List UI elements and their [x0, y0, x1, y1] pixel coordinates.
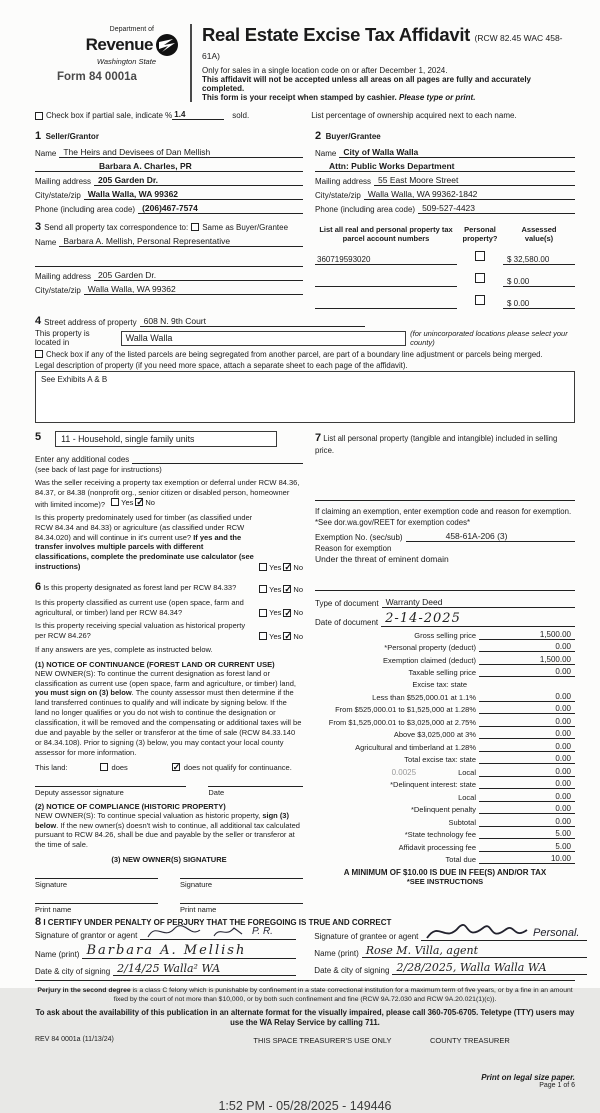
delinquent-penalty-field[interactable]: 0.00	[479, 804, 575, 814]
buyer-name2-field[interactable]: Attn: Public Works Department	[315, 161, 575, 172]
treasurer-space-label: THIS SPACE TREASURER'S USE ONLY	[253, 1035, 392, 1045]
buyer-section	[315, 126, 575, 214]
subtotal-field[interactable]: 0.00	[479, 817, 575, 827]
q2-yes-checkbox[interactable]	[259, 563, 267, 571]
reason-exemption-line[interactable]	[315, 590, 575, 591]
subtitle-1: Only for sales in a single location code on or after December 1, 2024.	[202, 66, 448, 75]
total-due-field[interactable]: 10.00	[479, 854, 575, 864]
subtitle-3: This form is your receipt when stamped by cashier.	[202, 93, 399, 102]
deputy-assessor-row	[35, 786, 303, 797]
form-title: Real Estate Excise Tax Affidavit	[202, 24, 471, 45]
located-in-field[interactable]: Walla Walla	[121, 331, 407, 346]
notice1-title: (1) NOTICE OF CONTINUANCE (FOREST LAND OR CURRENT USE)	[35, 659, 275, 669]
tier3-field[interactable]: 0.00	[479, 717, 575, 727]
gross-selling-price-field[interactable]: 1,500.00	[479, 630, 575, 640]
section7-number: 7	[315, 432, 322, 444]
seller-city-label: City/state/zip	[35, 191, 81, 200]
grantor-name-field[interactable]: Barbara A. Mellish	[82, 943, 296, 959]
personal-property-checkbox[interactable]	[475, 251, 485, 261]
additional-codes-field[interactable]	[132, 454, 303, 464]
dor-swirl-logo-icon	[154, 33, 180, 57]
q1-yes-checkbox[interactable]	[111, 498, 119, 506]
see-instructions-note: *SEE INSTRUCTIONS	[406, 877, 484, 887]
seller-phone-label: Phone (including area code)	[35, 205, 136, 214]
parcel-row	[315, 291, 575, 309]
seller-mailing-label: Mailing address	[35, 177, 92, 186]
revenue-wordmark: Revenue	[85, 35, 153, 54]
buyer-name-label: Name	[315, 149, 337, 158]
subtitle-3-italic: Please type or print.	[398, 93, 476, 102]
grantor-date-field[interactable]: 2/14/25 Walla² WA	[113, 962, 296, 976]
section2-number: 2	[315, 130, 322, 142]
corr-mailing-label: Mailing address	[35, 272, 92, 281]
grantee-name-field[interactable]: Rose M. Villa, agent	[362, 944, 588, 958]
buyer-phone-field[interactable]: 509-527-4423	[418, 203, 575, 214]
form-header	[35, 24, 575, 102]
street-address-label: Street address of property	[44, 318, 137, 327]
legal-description-label: Legal description of property (if you need more space, attach a separate sheet to each page of the affidavit).	[35, 361, 408, 370]
does-checkbox[interactable]	[100, 763, 108, 771]
corr-city-label: City/state/zip	[35, 286, 81, 295]
corr-blank-field[interactable]	[35, 257, 303, 267]
parcel-number-field[interactable]	[315, 299, 457, 309]
deputy-signature-line[interactable]: Deputy assessor signature	[35, 786, 186, 797]
partial-sale-checkbox[interactable]	[35, 112, 43, 120]
currentuse-no-checkbox[interactable]	[283, 609, 291, 617]
certification-section	[35, 916, 580, 977]
taxable-selling-price-field[interactable]: 0.00	[479, 667, 575, 677]
see-back-note: (see back of last page for instructions)	[35, 465, 162, 474]
legal-description-field[interactable]: See Exhibits A & B	[35, 371, 575, 423]
grantee-signature-field[interactable]	[421, 927, 587, 941]
print-legal-note: Print on legal size paper.	[481, 1072, 575, 1082]
rev-number: REV 84 0001a (11/13/24)	[35, 1035, 114, 1043]
parcel-col2-header: Personal	[464, 225, 496, 234]
buyer-name-field[interactable]: City of Walla Walla	[339, 147, 575, 158]
land-use-code-field[interactable]: 11 - Household, single family units	[55, 431, 277, 447]
section5-q2: Is this property predominately used for timber (as classified under RCW 84.34 and 84.33) or agriculture (as classified under RCW 84.34.020) and will continue in it's current use? If yes and the transfer involves multiple parcels with different classifications, complete the predominate use calculator (see instructions) Yes ✓ No	[35, 509, 303, 572]
excise-tax-state-header: Excise tax: state	[412, 680, 467, 690]
delinquent-interest-local-field[interactable]: 0.00	[479, 792, 575, 802]
historic-yes-checkbox[interactable]	[259, 632, 267, 640]
local-tax-field[interactable]: 0.00	[479, 767, 575, 777]
dor-logo-block	[35, 24, 180, 102]
grantee-name-label: Name (print)	[314, 949, 359, 959]
washington-state-label: Washington State	[96, 57, 156, 66]
grantee-date-label: Date & city of signing	[314, 966, 390, 976]
grantor-signature-field[interactable]	[140, 926, 296, 940]
exemption-no-field[interactable]: 458-61A-206 (3)	[406, 531, 575, 542]
segregated-checkbox[interactable]	[35, 350, 43, 358]
exemption-claimed-field[interactable]: 1,500.00	[479, 655, 575, 665]
partial-sale-sold-label: sold.	[232, 111, 250, 120]
personal-property-list-field[interactable]	[315, 491, 575, 501]
correspondence-section	[35, 221, 303, 309]
assessed-value-field[interactable]: $ 0.00	[503, 299, 575, 309]
parcels-section: List all real and personal property tax parcel account numbers Personal property? Assessed value(s) 360719593020 $ 32,580.00 $ 0.00 $ 0.00	[315, 221, 575, 309]
partial-sale-label: Check box if partial sale, indicate %	[46, 111, 173, 120]
section7: 7 List all personal property (tangible and intangible) included in selling price. If claiming an exemption, enter exemption code and reason for exemption. *See dor.wa.gov/REET for exemption codes* Exemption No. (sec/sub) 458-61A-206 (3) Reason for exemption Under the threat of eminent domain Type of document Warranty Deed Date of document 2-14-2025 Gross selling price 1,500.00 *Personal property (deduct) 0.00 Exemption claimed (deduct) 1,500.00 Taxable selling price 0.00 Excise tax: state Less than $525,000.01 at 1.1% 0.00 From $525,000.01 to $1,525,000 at 1.28% 0.00 From $1,525,000.01 to $3,025,000 at 2.75% 0.00 Above $3,025,000 at 3% 0.00 Agricultural and timberland at 1.28% 0.00 Total excise tax: state 0.00 0.0025 Local 0.00 *Delinquent interest: state 0.00 Local 0.00 *Delinquent penalty 0.00 Subtotal 0.00 *State technology fee 5.00 Affidavit processing fee 5.00 Total due 10.00 A MINIMUM OF $10.00 IS DUE IN FEE(S) AND/OR TAX *SEE INSTRUCTIONS	[315, 431, 575, 914]
minimum-due-note: A MINIMUM OF $10.00 IS DUE IN FEE(S) AND/OR TAX	[343, 868, 547, 878]
owner-signature-row	[35, 878, 303, 889]
notice2-body: NEW OWNER(S): To continue special valuation as historic property, sign (3) below. If the new owner(s) doesn't wish to continue, all additional tax calculated pursuant to RCW 84.26, shall be due and payable by the seller or transferor at the time of sale.	[35, 810, 300, 850]
parcel-col1-header: List all real and personal property tax parcel account numbers	[319, 225, 453, 243]
q1-no-checkbox[interactable]	[135, 498, 143, 506]
state-tech-fee-field[interactable]: 5.00	[479, 829, 575, 839]
land-qualify-row: This land: does ✓ does not qualify for continuance.	[35, 763, 303, 772]
seller-phone-field[interactable]: (206)467-7574	[138, 203, 303, 214]
this-land-label: This land:	[35, 762, 68, 772]
buyer-mailing-label: Mailing address	[315, 177, 372, 186]
parcel-col3-header: Assessed value(s)	[521, 225, 557, 243]
section6-q2: Is this property classified as current use (open space, farm and agricultural, or timber) land per RCW 84.34? Yes ✓ No	[35, 594, 303, 618]
located-in-note: (for unincorporated locations please select your county)	[410, 329, 568, 347]
svg-text:P. R.: P. R.	[252, 926, 274, 938]
section3-number: 3	[35, 221, 42, 233]
doc-type-label: Type of document	[315, 599, 379, 609]
forest-no-checkbox[interactable]	[283, 585, 291, 593]
grantee-date-field[interactable]: 2/28/2025, Walla Walla WA	[392, 961, 587, 975]
notice2-title: (2) NOTICE OF COMPLIANCE (HISTORIC PROPERTY)	[35, 801, 226, 811]
located-in-label: This property is located in	[35, 329, 90, 347]
grantor-signature-label: Signature of grantor or agent	[35, 931, 138, 941]
deputy-date-line[interactable]: Date	[208, 786, 303, 797]
owner-signature-line[interactable]: Signature	[180, 878, 303, 889]
additional-codes-label: Enter any additional codes	[35, 455, 130, 464]
buyer-city-field[interactable]: Walla Walla, WA 99362-1842	[364, 189, 575, 200]
grantee-signature-icon	[425, 924, 585, 942]
parcel-row	[315, 269, 575, 287]
seller-name-label: Name	[35, 149, 57, 158]
seller-name2-field[interactable]: Barbara A. Charles, PR	[35, 161, 303, 172]
forest-yes-checkbox[interactable]	[259, 585, 267, 593]
section4-number: 4	[35, 315, 42, 327]
reason-exemption-label: Reason for exemption	[315, 544, 392, 554]
same-as-buyer-label: Same as Buyer/Grantee	[202, 222, 289, 232]
agricultural-field[interactable]: 0.00	[479, 742, 575, 752]
owner-printname-line[interactable]: Print name	[35, 903, 158, 914]
same-as-buyer-checkbox[interactable]	[191, 223, 199, 231]
corr-name-field[interactable]: Barbara A. Mellish, Personal Representative	[59, 236, 303, 247]
section1-number: 1	[35, 130, 42, 142]
parcel-number-field[interactable]	[315, 277, 457, 287]
affidavit-fee-field[interactable]: 5.00	[479, 842, 575, 852]
owner-signature-line[interactable]: Signature	[35, 878, 158, 889]
assessed-value-field[interactable]: $ 0.00	[503, 277, 575, 287]
buyer-mailing-field[interactable]: 55 East Moore Street	[374, 175, 575, 186]
total-excise-state-field[interactable]: 0.00	[479, 754, 575, 764]
alternate-format-note: To ask about the availability of this publication in an alternate format for the visually impaired, please call 360-705-6705. Teletype (TTY) users may use the WA Relay Service by calling 711.	[35, 1007, 575, 1027]
personal-property-checkbox[interactable]	[475, 273, 485, 283]
certify-statement: I CERTIFY UNDER PENALTY OF PERJURY THAT THE FOREGOING IS TRUE AND CORRECT	[43, 918, 392, 928]
dept-of-label: Department of	[109, 26, 154, 33]
doc-date-field[interactable]: 2-14-2025	[381, 611, 575, 627]
buyer-city-label: City/state/zip	[315, 191, 361, 200]
section1-title: Seller/Grantor	[45, 132, 99, 141]
section2-title: Buyer/Grantee	[325, 132, 381, 141]
svg-text:Personal.: Personal.	[533, 927, 580, 940]
doc-type-field[interactable]: Warranty Deed	[382, 597, 575, 608]
tier1-field[interactable]: 0.00	[479, 692, 575, 702]
grantor-name-label: Name (print)	[35, 950, 80, 960]
parcel-number-field[interactable]: 360719593020	[315, 255, 457, 265]
property-section	[35, 315, 575, 423]
section6-q3: Is this property receiving special valuation as historical property per RCW 84.26? Yes ✓ No	[35, 617, 303, 641]
personal-property-checkbox[interactable]	[475, 295, 485, 305]
new-owner-signature-title: (3) NEW OWNER(S) SIGNATURE	[111, 855, 227, 865]
grantor-signature-icon	[144, 924, 294, 940]
ownership-percentage-note: List percentage of ownership acquired next to each name.	[311, 111, 517, 120]
form-number: Form 84 0001a	[57, 71, 137, 83]
historic-no-checkbox[interactable]	[283, 632, 291, 640]
grantee-signature-label: Signature of grantee or agent	[314, 932, 419, 942]
reason-exemption-field[interactable]: Under the threat of eminent domain	[315, 554, 449, 565]
owner-printname-row	[35, 903, 303, 914]
local-rate: 0.0025	[391, 767, 417, 777]
seller-city-field[interactable]: Walla Walla, WA 99362	[84, 189, 303, 200]
form-title-rcw: (RCW 82.45 WAC 458-61A)	[202, 33, 563, 61]
corr-name-label: Name	[35, 238, 57, 247]
page-number: Page 1 of 6	[539, 1081, 575, 1089]
county-treasurer-label: COUNTY TREASURER	[430, 1035, 510, 1045]
buyer-phone-label: Phone (including area code)	[315, 205, 416, 214]
grantor-date-label: Date & city of signing	[35, 967, 111, 977]
section6-note: If any answers are yes, complete as instructed below.	[35, 644, 213, 654]
section8-number: 8	[35, 916, 42, 929]
street-address-field[interactable]: 608 N. 9th Court	[140, 316, 365, 327]
section6-number: 6	[35, 580, 42, 593]
partial-sale-percent-field[interactable]: 1.4	[172, 110, 224, 120]
doc-date-label: Date of document	[315, 618, 379, 628]
correspondence-label: Send all property tax correspondence to:	[44, 222, 189, 232]
seller-section	[35, 126, 303, 214]
exemption-no-label: Exemption No. (sec/sub)	[315, 533, 403, 543]
perjury-note: Perjury in the second degree is a class C felony which is punishable by confinement in a state correctional institution for a maximum term of five years, or by a fine in an amount fixed by the court of not more than $10,000, or by both such confinement and fine (RCW 9A.72.030 and RCW 9A.20.021(1)(c)).	[37, 987, 573, 1004]
delinquent-interest-state-field[interactable]: 0.00	[479, 779, 575, 789]
notice1-body: NEW OWNER(S): To continue the current designation as forest land or classification as current use (open space, farm and agriculture, or timber) land, you must sign on (3) below. The county assessor must then determine if the land transferred continues to qualify and will indicate by signing below. If the land no longer qualifies or you do not wish to continue the designation or classification, it will be removed and the compensating or additional taxes will be due and payable by the seller or transferor at the time of sale (RCW 84.33.140 or 84.34.108). Prior to signing (3) below, you may contact your local county assessor for more information.	[35, 668, 302, 757]
does-not-checkbox[interactable]	[172, 763, 180, 771]
seller-name-field[interactable]: The Heirs and Devisees of Dan Mellish	[59, 147, 303, 158]
segregated-label: Check box if any of the listed parcels are being segregated from another parcel, are part of a boundary line adjustment or parcels being merged.	[46, 350, 543, 359]
section5-number: 5	[35, 431, 42, 443]
exemption-intro: If claiming an exemption, enter exemption code and reason for exemption. *See dor.wa.gov/REET for exemption codes*	[315, 507, 572, 527]
currentuse-yes-checkbox[interactable]	[259, 609, 267, 617]
personal-property-intro: List all personal property (tangible and intangible) included in selling price.	[315, 434, 558, 456]
section5-q1: Was the seller receiving a property tax exemption or deferral under RCW 84.36, 84.37, or 84.38 (nonprofit org., senior citizen or disabled person, homeowner with limited income)? Yes ✓ No	[35, 478, 303, 509]
section6-q1: 6 Is this property designated as forest land per RCW 84.33? Yes ✓ No	[35, 576, 303, 594]
corr-city-field[interactable]: Walla Walla, WA 99362	[84, 284, 303, 295]
section5-header	[35, 431, 303, 447]
q2-no-checkbox[interactable]	[283, 563, 291, 571]
fax-timestamp: 1:52 PM - 05/28/2025 - 149446	[218, 1098, 392, 1113]
tier4-field[interactable]: 0.00	[479, 729, 575, 739]
parcel-row	[315, 247, 575, 265]
tier2-field[interactable]: 0.00	[479, 704, 575, 714]
personal-property-deduct-field[interactable]: 0.00	[479, 642, 575, 652]
assessed-value-field[interactable]: $ 32,580.00	[503, 255, 575, 265]
seller-mailing-field[interactable]: 205 Garden Dr.	[94, 175, 303, 186]
footer-row	[35, 1036, 575, 1045]
subtitle-2: This affidavit will not be accepted unless all areas on all pages are fully and accurately completed.	[202, 75, 532, 93]
corr-mailing-field[interactable]: 205 Garden Dr.	[94, 270, 303, 281]
owner-printname-line[interactable]: Print name	[180, 903, 303, 914]
